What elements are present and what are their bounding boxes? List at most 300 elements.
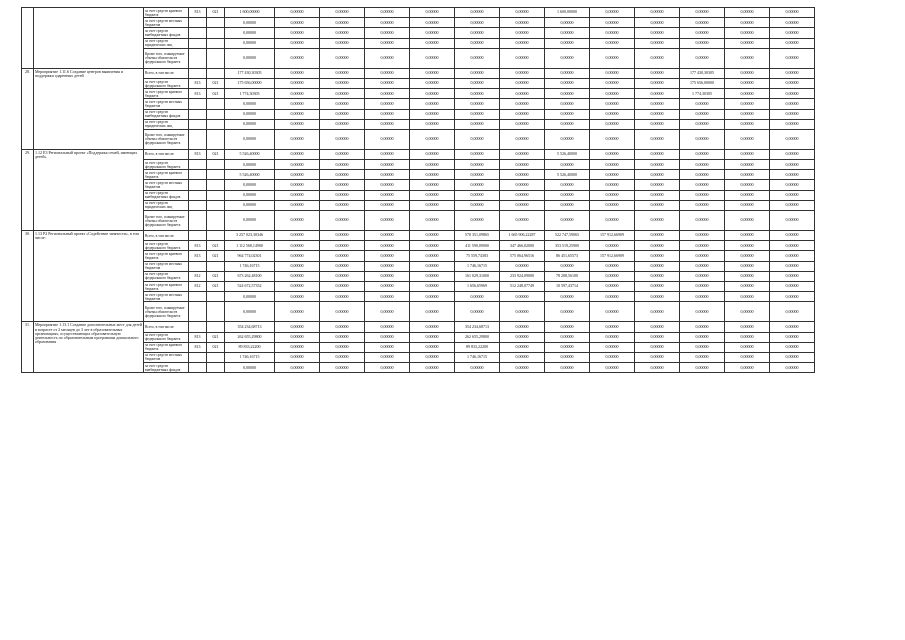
year-amount-cell: 0,00000 — [410, 109, 455, 119]
year-amount-cell: 0,00000 — [320, 89, 365, 99]
year-amount-cell: 0,00000 — [770, 68, 815, 78]
total-amount-cell: 0,00000 — [225, 211, 275, 231]
total-amount-cell: 0,00000 — [225, 292, 275, 302]
year-amount-cell: 0,00000 — [410, 261, 455, 271]
total-amount-cell: 0,00000 — [225, 28, 275, 38]
year-amount-cell: 0,00000 — [545, 78, 590, 88]
year-amount-cell: 0,00000 — [410, 241, 455, 251]
total-amount-cell: 0,00000 — [225, 200, 275, 210]
year-amount-cell: 0,00000 — [365, 68, 410, 78]
year-amount-cell: 86 451,65573 — [545, 251, 590, 261]
year-amount-cell: 0,00000 — [635, 38, 680, 48]
year-amount-cell: 1 600,00000 — [545, 8, 590, 18]
year-amount-cell: 1 746,16715 — [455, 352, 500, 362]
year-amount-cell: 0,00000 — [680, 302, 725, 322]
section-code-cell — [207, 180, 225, 190]
grbs-code-cell — [189, 119, 207, 129]
year-amount-cell: 0,00000 — [500, 38, 545, 48]
year-amount-cell: 0,00000 — [410, 292, 455, 302]
year-amount-cell: 0,00000 — [590, 119, 635, 129]
year-amount-cell: 0,00000 — [500, 129, 545, 149]
year-amount-cell: 0,00000 — [365, 119, 410, 129]
section-code-cell — [207, 48, 225, 68]
grbs-code-cell: 813 — [189, 251, 207, 261]
year-amount-cell: 0,00000 — [635, 332, 680, 342]
year-amount-cell: 78 208,56100 — [545, 271, 590, 281]
total-amount-cell: 673 262,48100 — [225, 271, 275, 281]
year-amount-cell: 0,00000 — [770, 302, 815, 322]
year-amount-cell: 0,00000 — [590, 302, 635, 322]
year-amount-cell: 0,00000 — [275, 363, 320, 373]
year-amount-cell: 0,00000 — [320, 271, 365, 281]
year-amount-cell: 0,00000 — [365, 160, 410, 170]
year-amount-cell: 0,00000 — [680, 109, 725, 119]
year-amount-cell: 0,00000 — [275, 18, 320, 28]
year-amount-cell: 0,00000 — [635, 8, 680, 18]
funding-source-cell: Кроме того, планируемые объемы обязательств федерального бюджета — [144, 302, 189, 322]
year-amount-cell: 1 746,16715 — [455, 261, 500, 271]
year-amount-cell: 233 924,09000 — [500, 271, 545, 281]
year-amount-cell: 0,00000 — [635, 352, 680, 362]
section-code-cell — [207, 363, 225, 373]
year-amount-cell: 0,00000 — [725, 89, 770, 99]
year-amount-cell: 0,00000 — [365, 281, 410, 291]
year-amount-cell: 522 747,59065 — [545, 231, 590, 241]
year-amount-cell: 0,00000 — [725, 48, 770, 68]
year-amount-cell: 0,00000 — [680, 28, 725, 38]
year-amount-cell: 347 466,02000 — [500, 241, 545, 251]
grbs-code-cell — [189, 28, 207, 38]
year-amount-cell: 0,00000 — [545, 332, 590, 342]
total-amount-cell: 0,00000 — [225, 190, 275, 200]
year-amount-cell: 0,00000 — [500, 149, 545, 159]
year-amount-cell: 0,00000 — [365, 109, 410, 119]
year-amount-cell: 0,00000 — [320, 241, 365, 251]
year-amount-cell: 0,00000 — [680, 292, 725, 302]
year-amount-cell: 0,00000 — [320, 170, 365, 180]
year-amount-cell: 0,00000 — [320, 322, 365, 332]
year-amount-cell: 0,00000 — [545, 48, 590, 68]
grbs-code-cell — [189, 68, 207, 78]
year-amount-cell: 0,00000 — [635, 241, 680, 251]
funding-source-cell: за счет средств местных бюджетов — [144, 292, 189, 302]
year-amount-cell: 0,00000 — [590, 190, 635, 200]
year-amount-cell: 0,00000 — [545, 18, 590, 28]
activity-name-cell: 1.12 E3 Региональный проект «Поддержка семей, имеющих детей» — [34, 149, 144, 230]
year-amount-cell: 0,00000 — [500, 89, 545, 99]
year-amount-cell: 0,00000 — [365, 190, 410, 200]
year-amount-cell: 0,00000 — [275, 89, 320, 99]
year-amount-cell: 175 656,00000 — [680, 78, 725, 88]
year-amount-cell: 0,00000 — [410, 89, 455, 99]
year-amount-cell: 0,00000 — [680, 332, 725, 342]
year-amount-cell: 0,00000 — [455, 363, 500, 373]
year-amount-cell: 0,00000 — [635, 271, 680, 281]
year-amount-cell: 0,00000 — [275, 160, 320, 170]
year-amount-cell: 0,00000 — [725, 18, 770, 28]
year-amount-cell: 0,00000 — [680, 8, 725, 18]
year-amount-cell: 0,00000 — [365, 251, 410, 261]
year-amount-cell: 0,00000 — [725, 149, 770, 159]
section-code-cell — [207, 352, 225, 362]
year-amount-cell: 0,00000 — [410, 129, 455, 149]
year-amount-cell: 0,00000 — [500, 190, 545, 200]
year-amount-cell: 0,00000 — [500, 68, 545, 78]
total-amount-cell: 1 112 568,14900 — [225, 241, 275, 251]
section-code-cell: 021 — [207, 281, 225, 291]
year-amount-cell: 0,00000 — [590, 271, 635, 281]
total-amount-cell: 0,00000 — [225, 48, 275, 68]
year-amount-cell: 0,00000 — [410, 190, 455, 200]
year-amount-cell: 0,00000 — [635, 28, 680, 38]
year-amount-cell: 0,00000 — [725, 109, 770, 119]
year-amount-cell: 0,00000 — [500, 342, 545, 352]
year-amount-cell: 0,00000 — [770, 99, 815, 109]
year-amount-cell: 0,00000 — [725, 170, 770, 180]
year-amount-cell: 0,00000 — [770, 281, 815, 291]
year-amount-cell: 0,00000 — [680, 18, 725, 28]
year-amount-cell: 0,00000 — [455, 190, 500, 200]
year-amount-cell: 10 597,43714 — [545, 281, 590, 291]
funding-source-cell: Всего, в том числе: — [144, 322, 189, 332]
grbs-code-cell: 813 — [189, 332, 207, 342]
total-amount-cell: 177 430,30305 — [225, 68, 275, 78]
total-amount-cell: 354 234,68713 — [225, 322, 275, 332]
year-amount-cell: 0,00000 — [500, 18, 545, 28]
year-amount-cell: 0,00000 — [635, 281, 680, 291]
year-amount-cell: 0,00000 — [725, 129, 770, 149]
year-amount-cell: 177 430,30305 — [680, 68, 725, 78]
year-amount-cell: 0,00000 — [725, 251, 770, 261]
year-amount-cell: 0,00000 — [500, 170, 545, 180]
year-amount-cell: 0,00000 — [635, 342, 680, 352]
year-amount-cell: 0,00000 — [365, 18, 410, 28]
grbs-code-cell — [189, 190, 207, 200]
section-code-cell — [207, 292, 225, 302]
year-amount-cell: 0,00000 — [635, 231, 680, 241]
year-amount-cell: 0,00000 — [275, 78, 320, 88]
section-code-cell — [207, 68, 225, 78]
funding-source-cell: за счет средств местных бюджетов — [144, 180, 189, 190]
year-amount-cell: 0,00000 — [635, 89, 680, 99]
year-amount-cell: 0,00000 — [410, 38, 455, 48]
total-amount-cell: 0,00000 — [225, 363, 275, 373]
funding-source-cell: Кроме того, планируемые объемы обязательств федерального бюджета — [144, 48, 189, 68]
year-amount-cell: 0,00000 — [725, 342, 770, 352]
year-amount-cell: 0,00000 — [590, 149, 635, 159]
year-amount-cell: 0,00000 — [725, 28, 770, 38]
year-amount-cell: 0,00000 — [365, 89, 410, 99]
total-amount-cell: 3 257 023,30346 — [225, 231, 275, 241]
year-amount-cell: 0,00000 — [680, 261, 725, 271]
year-amount-cell: 0,00000 — [590, 363, 635, 373]
year-amount-cell: 0,00000 — [320, 129, 365, 149]
funding-source-cell: за счет средств местных бюджетов — [144, 18, 189, 28]
year-amount-cell: 0,00000 — [590, 211, 635, 231]
funding-source-cell: за счет средств федерального бюджета — [144, 271, 189, 281]
year-amount-cell: 0,00000 — [275, 332, 320, 342]
year-amount-cell: 0,00000 — [455, 119, 500, 129]
year-amount-cell: 0,00000 — [725, 190, 770, 200]
year-amount-cell: 0,00000 — [545, 322, 590, 332]
year-amount-cell: 0,00000 — [455, 160, 500, 170]
year-amount-cell: 0,00000 — [770, 149, 815, 159]
year-amount-cell: 0,00000 — [725, 231, 770, 241]
year-amount-cell: 0,00000 — [455, 180, 500, 190]
section-code-cell — [207, 302, 225, 322]
total-amount-cell: 262 655,29800 — [225, 332, 275, 342]
year-amount-cell: 0,00000 — [275, 129, 320, 149]
year-amount-cell: 0,00000 — [275, 322, 320, 332]
year-amount-cell: 0,00000 — [545, 261, 590, 271]
year-amount-cell: 0,00000 — [500, 302, 545, 322]
year-amount-cell: 0,00000 — [545, 292, 590, 302]
year-amount-cell: 0,00000 — [500, 363, 545, 373]
grbs-code-cell — [189, 48, 207, 68]
year-amount-cell: 0,00000 — [275, 352, 320, 362]
year-amount-cell: 0,00000 — [635, 109, 680, 119]
year-amount-cell: 570 351,09865 — [455, 231, 500, 241]
year-amount-cell: 0,00000 — [635, 129, 680, 149]
year-amount-cell: 0,00000 — [320, 342, 365, 352]
year-amount-cell: 0,00000 — [545, 200, 590, 210]
section-code-cell — [207, 170, 225, 180]
year-amount-cell: 0,00000 — [410, 342, 455, 352]
year-amount-cell: 0,00000 — [545, 109, 590, 119]
year-amount-cell: 0,00000 — [320, 18, 365, 28]
year-amount-cell: 0,00000 — [275, 38, 320, 48]
row-number-cell: 29. — [22, 149, 34, 230]
year-amount-cell: 0,00000 — [635, 119, 680, 129]
year-amount-cell: 0,00000 — [725, 211, 770, 231]
year-amount-cell: 0,00000 — [500, 78, 545, 88]
year-amount-cell: 0,00000 — [365, 170, 410, 180]
year-amount-cell: 0,00000 — [320, 149, 365, 159]
grbs-code-cell — [189, 18, 207, 28]
year-amount-cell: 0,00000 — [365, 302, 410, 322]
year-amount-cell: 0,00000 — [275, 261, 320, 271]
year-amount-cell: 0,00000 — [635, 292, 680, 302]
year-amount-cell: 1 665 906,22287 — [500, 231, 545, 241]
total-amount-cell: 0,00000 — [225, 160, 275, 170]
section-code-cell — [207, 18, 225, 28]
year-amount-cell: 0,00000 — [500, 8, 545, 18]
table-row — [22, 322, 815, 332]
funding-source-cell: за счет средств федерального бюджета — [144, 332, 189, 342]
year-amount-cell: 0,00000 — [725, 352, 770, 362]
year-amount-cell: 5 526,40000 — [545, 149, 590, 159]
year-amount-cell: 0,00000 — [500, 292, 545, 302]
year-amount-cell: 0,00000 — [275, 109, 320, 119]
year-amount-cell: 0,00000 — [320, 109, 365, 119]
section-code-cell — [207, 200, 225, 210]
year-amount-cell: 0,00000 — [410, 48, 455, 68]
year-amount-cell: 0,00000 — [410, 211, 455, 231]
total-amount-cell: 175 656,00000 — [225, 78, 275, 88]
funding-source-cell: за счет средств краевого бюджета — [144, 342, 189, 352]
year-amount-cell: 0,00000 — [635, 322, 680, 332]
year-amount-cell: 0,00000 — [545, 28, 590, 38]
year-amount-cell: 0,00000 — [635, 190, 680, 200]
year-amount-cell: 0,00000 — [590, 109, 635, 119]
year-amount-cell: 0,00000 — [590, 18, 635, 28]
year-amount-cell: 0,00000 — [365, 99, 410, 109]
year-amount-cell: 0,00000 — [590, 78, 635, 88]
year-amount-cell: 0,00000 — [320, 48, 365, 68]
grbs-code-cell — [189, 352, 207, 362]
funding-source-cell: за счет средств юридических лиц — [144, 119, 189, 129]
year-amount-cell: 0,00000 — [680, 160, 725, 170]
section-code-cell — [207, 190, 225, 200]
year-amount-cell: 0,00000 — [590, 129, 635, 149]
total-amount-cell: 5 526,40000 — [225, 149, 275, 159]
year-amount-cell: 0,00000 — [500, 180, 545, 190]
year-amount-cell: 0,00000 — [500, 261, 545, 271]
year-amount-cell: 0,00000 — [770, 129, 815, 149]
year-amount-cell: 0,00000 — [365, 200, 410, 210]
year-amount-cell: 0,00000 — [770, 78, 815, 88]
row-number-cell — [22, 8, 34, 69]
section-code-cell: 021 — [207, 78, 225, 88]
grbs-code-cell: 813 — [189, 89, 207, 99]
year-amount-cell: 0,00000 — [545, 68, 590, 78]
year-amount-cell: 0,00000 — [320, 251, 365, 261]
year-amount-cell: 0,00000 — [590, 8, 635, 18]
grbs-code-cell: 812 — [189, 271, 207, 281]
funding-source-cell: за счет средств краевого бюджета — [144, 251, 189, 261]
year-amount-cell: 0,00000 — [500, 160, 545, 170]
total-amount-cell: 0,00000 — [225, 129, 275, 149]
year-amount-cell: 0,00000 — [455, 149, 500, 159]
year-amount-cell: 0,00000 — [770, 18, 815, 28]
year-amount-cell: 0,00000 — [635, 363, 680, 373]
year-amount-cell: 0,00000 — [770, 231, 815, 241]
year-amount-cell: 0,00000 — [770, 89, 815, 99]
activity-name-cell: 1.13 P2 Региональный проект «Содействие занятости», в том числе: — [34, 231, 144, 322]
grbs-code-cell — [189, 211, 207, 231]
year-amount-cell: 0,00000 — [545, 119, 590, 129]
grbs-code-cell: 812 — [189, 281, 207, 291]
year-amount-cell: 0,00000 — [275, 119, 320, 129]
grbs-code-cell — [189, 38, 207, 48]
year-amount-cell: 0,00000 — [590, 342, 635, 352]
year-amount-cell: 0,00000 — [320, 281, 365, 291]
section-code-cell — [207, 109, 225, 119]
year-amount-cell: 0,00000 — [680, 119, 725, 129]
year-amount-cell: 0,00000 — [680, 129, 725, 149]
total-amount-cell: 5 526,40000 — [225, 170, 275, 180]
year-amount-cell: 0,00000 — [680, 322, 725, 332]
year-amount-cell: 0,00000 — [365, 180, 410, 190]
year-amount-cell: 0,00000 — [545, 302, 590, 322]
year-amount-cell: 0,00000 — [680, 231, 725, 241]
year-amount-cell: 0,00000 — [275, 241, 320, 251]
total-amount-cell: 0,00000 — [225, 180, 275, 190]
year-amount-cell: 0,00000 — [635, 251, 680, 261]
year-amount-cell: 0,00000 — [770, 352, 815, 362]
year-amount-cell: 1 656,65969 — [455, 281, 500, 291]
budget-table-body — [22, 8, 815, 373]
year-amount-cell: 0,00000 — [680, 190, 725, 200]
year-amount-cell: 0,00000 — [410, 332, 455, 342]
year-amount-cell: 0,00000 — [365, 332, 410, 342]
year-amount-cell: 0,00000 — [320, 190, 365, 200]
year-amount-cell: 0,00000 — [590, 28, 635, 38]
year-amount-cell: 0,00000 — [725, 332, 770, 342]
year-amount-cell: 0,00000 — [275, 271, 320, 281]
year-amount-cell: 0,00000 — [275, 231, 320, 241]
year-amount-cell: 0,00000 — [725, 322, 770, 332]
year-amount-cell: 0,00000 — [680, 271, 725, 281]
total-amount-cell: 0,00000 — [225, 109, 275, 119]
year-amount-cell: 0,00000 — [275, 342, 320, 352]
funding-source-cell: за счет средств внебюджетных фондов — [144, 28, 189, 38]
year-amount-cell: 0,00000 — [590, 180, 635, 190]
year-amount-cell: 0,00000 — [725, 160, 770, 170]
year-amount-cell: 0,00000 — [770, 211, 815, 231]
year-amount-cell: 0,00000 — [320, 99, 365, 109]
section-code-cell — [207, 211, 225, 231]
year-amount-cell: 0,00000 — [725, 292, 770, 302]
year-amount-cell: 0,00000 — [770, 170, 815, 180]
year-amount-cell: 0,00000 — [410, 322, 455, 332]
year-amount-cell: 0,00000 — [725, 363, 770, 373]
grbs-code-cell — [189, 261, 207, 271]
year-amount-cell: 0,00000 — [320, 261, 365, 271]
year-amount-cell: 0,00000 — [365, 28, 410, 38]
total-amount-cell: 89 833,22200 — [225, 342, 275, 352]
total-amount-cell: 0,00000 — [225, 18, 275, 28]
year-amount-cell: 0,00000 — [590, 332, 635, 342]
grbs-code-cell: 813 — [189, 342, 207, 352]
year-amount-cell: 0,00000 — [500, 352, 545, 362]
year-amount-cell: 0,00000 — [455, 170, 500, 180]
year-amount-cell: 0,00000 — [725, 271, 770, 281]
year-amount-cell: 0,00000 — [410, 302, 455, 322]
year-amount-cell: 0,00000 — [275, 251, 320, 261]
year-amount-cell: 0,00000 — [320, 363, 365, 373]
year-amount-cell: 0,00000 — [635, 160, 680, 170]
funding-source-cell: за счет средств федерального бюджета — [144, 241, 189, 251]
year-amount-cell: 0,00000 — [770, 261, 815, 271]
budget-table — [21, 7, 815, 373]
year-amount-cell: 0,00000 — [770, 180, 815, 190]
year-amount-cell: 0,00000 — [770, 271, 815, 281]
year-amount-cell: 0,00000 — [365, 8, 410, 18]
year-amount-cell: 0,00000 — [680, 251, 725, 261]
funding-source-cell: за счет средств краевого бюджета — [144, 281, 189, 291]
year-amount-cell: 157 912,66909 — [590, 251, 635, 261]
year-amount-cell: 0,00000 — [500, 200, 545, 210]
section-code-cell: 021 — [207, 241, 225, 251]
year-amount-cell: 0,00000 — [545, 363, 590, 373]
year-amount-cell: 0,00000 — [590, 89, 635, 99]
year-amount-cell: 0,00000 — [770, 363, 815, 373]
section-code-cell: 021 — [207, 251, 225, 261]
year-amount-cell: 0,00000 — [725, 68, 770, 78]
year-amount-cell: 0,00000 — [455, 48, 500, 68]
year-amount-cell: 0,00000 — [590, 68, 635, 78]
year-amount-cell: 157 912,66909 — [590, 231, 635, 241]
year-amount-cell: 0,00000 — [590, 200, 635, 210]
year-amount-cell: 0,00000 — [680, 352, 725, 362]
year-amount-cell: 0,00000 — [455, 28, 500, 38]
year-amount-cell: 0,00000 — [500, 28, 545, 38]
row-number-cell: 30. — [22, 231, 34, 322]
year-amount-cell: 0,00000 — [410, 271, 455, 281]
year-amount-cell: 512 248,07749 — [500, 281, 545, 291]
year-amount-cell: 0,00000 — [455, 89, 500, 99]
